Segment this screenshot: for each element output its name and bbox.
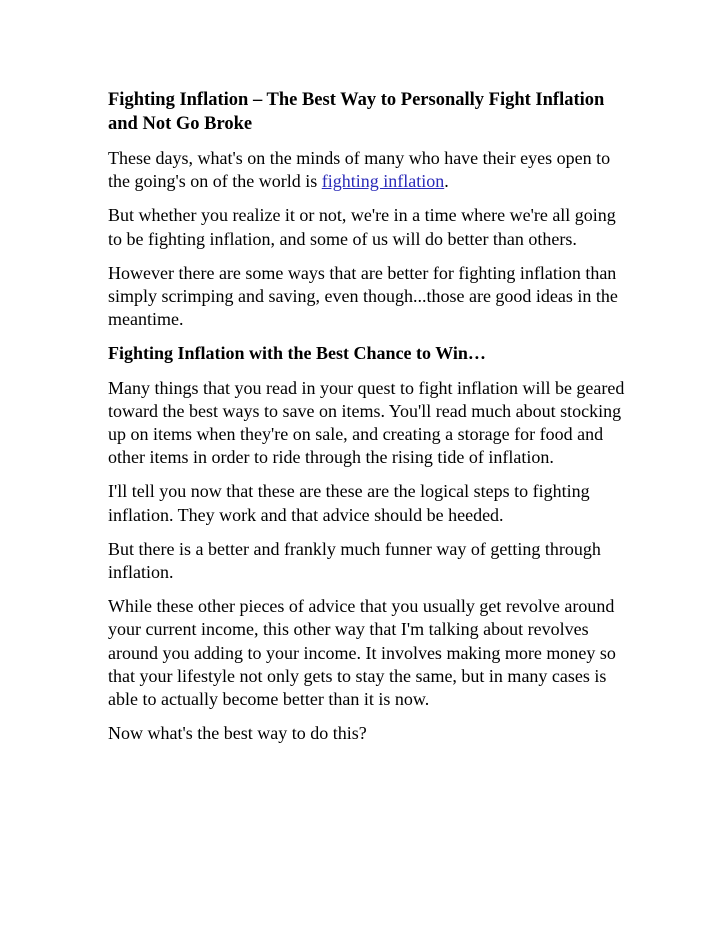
fighting-inflation-link[interactable]: fighting inflation [321, 171, 445, 192]
paragraph-7: While these other pieces of advice that you usually get revolve around your current income, this other way that I'm talking about revolves around you adding to your income. It involves making more money so that your lifestyle not only gets to stay the same, but in many cases is able to actually become better than it is now. [108, 596, 616, 710]
paragraph-6: But there is a better and frankly much funner way of getting through inflation. [108, 538, 601, 583]
paragraph-intro-end: . [444, 171, 449, 192]
document-page [108, 88, 628, 756]
paragraph-intro-text: These days, what's on the minds of many who have their eyes open to the going's on of the world is [108, 148, 611, 192]
paragraph-2: But whether you realize it or not, we're in a time where we're all going to be fighting inflation, and some of us will do better than others. [108, 205, 616, 249]
article-title: Fighting Inflation – The Best Way to Personally Fight Inflation and Not Go Broke [108, 90, 605, 134]
paragraph-4: Many things that you read in your quest to fight inflation will be geared toward the best ways to save on items. You'll read much about stocking up on items when they're on sale, and creating a storage for food and other items in order to ride through the rising tide of inflation. [108, 377, 625, 468]
paragraph-3: However there are some ways that are better for fighting inflation than simply scrimping and saving, even though...those are good ideas in the meantime. [108, 262, 618, 330]
paragraph-5: I'll tell you now that these are these are the logical steps to fighting inflation. They work and that advice should be heeded. [108, 481, 590, 525]
paragraph-intro [108, 147, 628, 193]
paragraph-8: Now what's the best way to do this? [108, 723, 367, 744]
section-heading: Fighting Inflation with the Best Chance to Win… [108, 343, 486, 364]
